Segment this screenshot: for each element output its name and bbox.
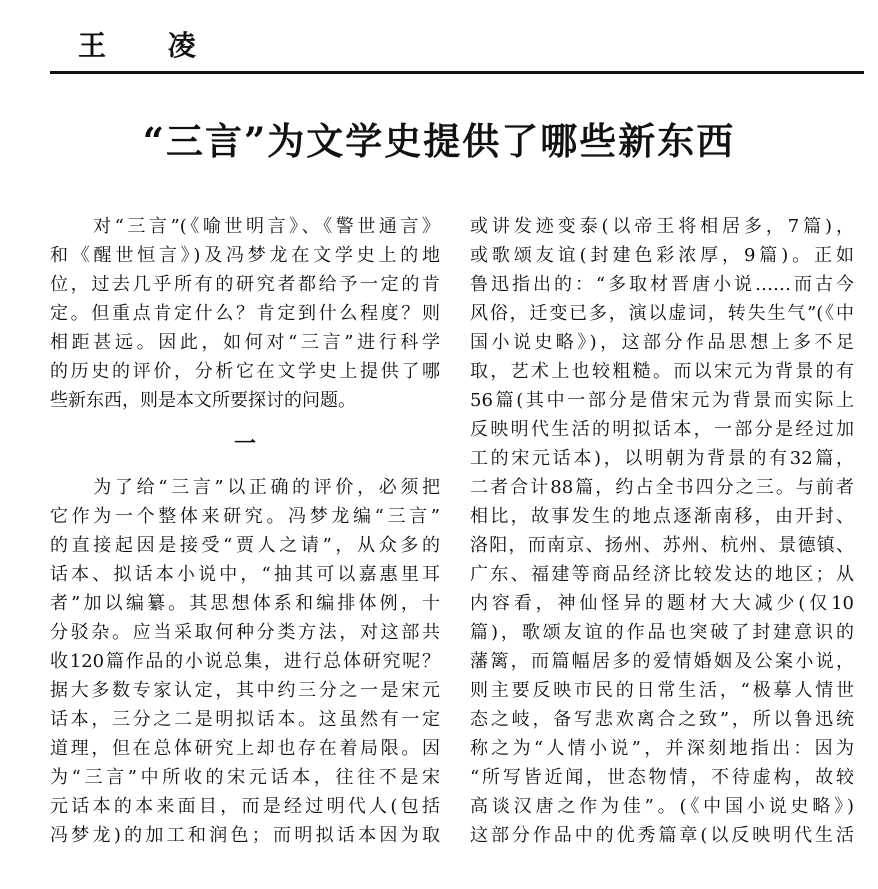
text-line: 为“三言”中所收的宋元话本，往往不是宋 [50, 767, 440, 788]
text-line: 篇)，歌颂友谊的作品也突破了封建意识的 [470, 622, 854, 643]
text-line: 这部分作品中的优秀篇章(以反映明代生活 [470, 825, 854, 846]
text-line: 道理，但在总体研究上却也存在着局限。因 [50, 738, 440, 759]
text-line: 则主要反映市民的日常生活，“极摹人情世 [470, 680, 854, 701]
section-number: 一 [233, 431, 256, 457]
text-line: 称之为“人情小说”，并深刻地指出：因为 [470, 738, 854, 759]
text-line: 或歌颂友谊(封建色彩浓厚，9篇)。正如 [470, 245, 854, 266]
text-line: 风俗，迁变已多，演以虚词，转失生气”(《中 [470, 303, 854, 324]
text-line: 据大多数专家认定，其中约三分之一是宋元 [50, 680, 440, 701]
text-line: 内容看，神仙怪异的题材大大减少(仅10 [470, 593, 854, 614]
text-line: 相距甚远。因此，如何对“三言”进行科学 [50, 332, 440, 353]
text-line: 分驳杂。应当采取何种分类方法，对这部共 [50, 622, 440, 643]
text-line: 鲁迅指出的：“多取材晋唐小说……而古今 [470, 274, 854, 295]
text-line: 的历史的评价，分析它在文学史上提供了哪 [50, 361, 440, 382]
right-column [470, 212, 854, 850]
text-line: 位，过去几乎所有的研究者都给予一定的肯 [50, 274, 440, 295]
text-line: 或讲发迹变泰(以帝王将相居多，7篇)， [470, 216, 854, 237]
text-line: 工的宋元话本)，以明朝为背景的有32篇， [470, 448, 854, 469]
header-rule [50, 71, 864, 74]
text-line: 话本、拟话本小说中，“抽其可以嘉惠里耳 [50, 564, 440, 585]
text-line: 56篇(其中一部分是借宋元为背景而实际上 [470, 390, 854, 411]
text-line: 国小说史略》)，这部分作品思想上多不足 [470, 332, 854, 353]
text-line: 二者合计88篇，约占全书四分之三。与前者 [470, 477, 854, 498]
text-line: 取，艺术上也较粗糙。而以宋元为背景的有 [470, 361, 854, 382]
text-line: 为了给“三言”以正确的评价，必须把 [50, 477, 440, 498]
text-line: 者”加以编纂。其思想体系和编排体例，十 [50, 593, 440, 614]
text-line: 它作为一个整体来研究。冯梦龙编“三言” [50, 506, 440, 527]
text-line: 广东、福建等商品经济比较发达的地区；从 [470, 564, 854, 585]
text-line: 话本，三分之二是明拟话本。这虽然有一定 [50, 709, 440, 730]
left-column [50, 212, 440, 850]
author-name: 王 凌 [78, 29, 222, 62]
text-line: 冯梦龙)的加工和润色；而明拟话本因为取 [50, 825, 440, 846]
text-line: 和《醒世恒言》)及冯梦龙在文学史上的地 [50, 245, 440, 266]
text-line: 藩篱，而篇幅居多的爱情婚姻及公案小说， [470, 651, 854, 672]
text-line: 元话本的本来面目，而是经过明代人(包括 [50, 796, 440, 817]
text-line: 相比，故事发生的地点逐渐南移，由开封、 [470, 506, 854, 527]
article-title: “三言”为文学史提供了哪些新东西 [142, 119, 736, 163]
text-line: 高谈汉唐之作为佳”。(《中国小说史略》) [470, 796, 854, 817]
text-line: 收120篇作品的小说总集，进行总体研究呢？ [50, 651, 440, 672]
text-line: 态之岐，备写悲欢离合之致”，所以鲁迅统 [470, 709, 854, 730]
text-line: “所写皆近闻，世态物情，不待虚构，故较 [470, 767, 854, 788]
text-line: 对“三言”(《喻世明言》、《警世通言》 [50, 216, 440, 237]
text-line: 定。但重点肯定什么？肯定到什么程度？则 [50, 303, 440, 324]
text-line: 些新东西，则是本文所要探讨的问题。 [50, 390, 356, 411]
text-line: 反映明代生活的明拟话本，一部分是经过加 [470, 419, 854, 440]
text-line: 的直接起因是接受“贾人之请”，从众多的 [50, 535, 440, 556]
text-line: 洛阳，而南京、扬州、苏州、杭州、景德镇、 [470, 535, 854, 556]
